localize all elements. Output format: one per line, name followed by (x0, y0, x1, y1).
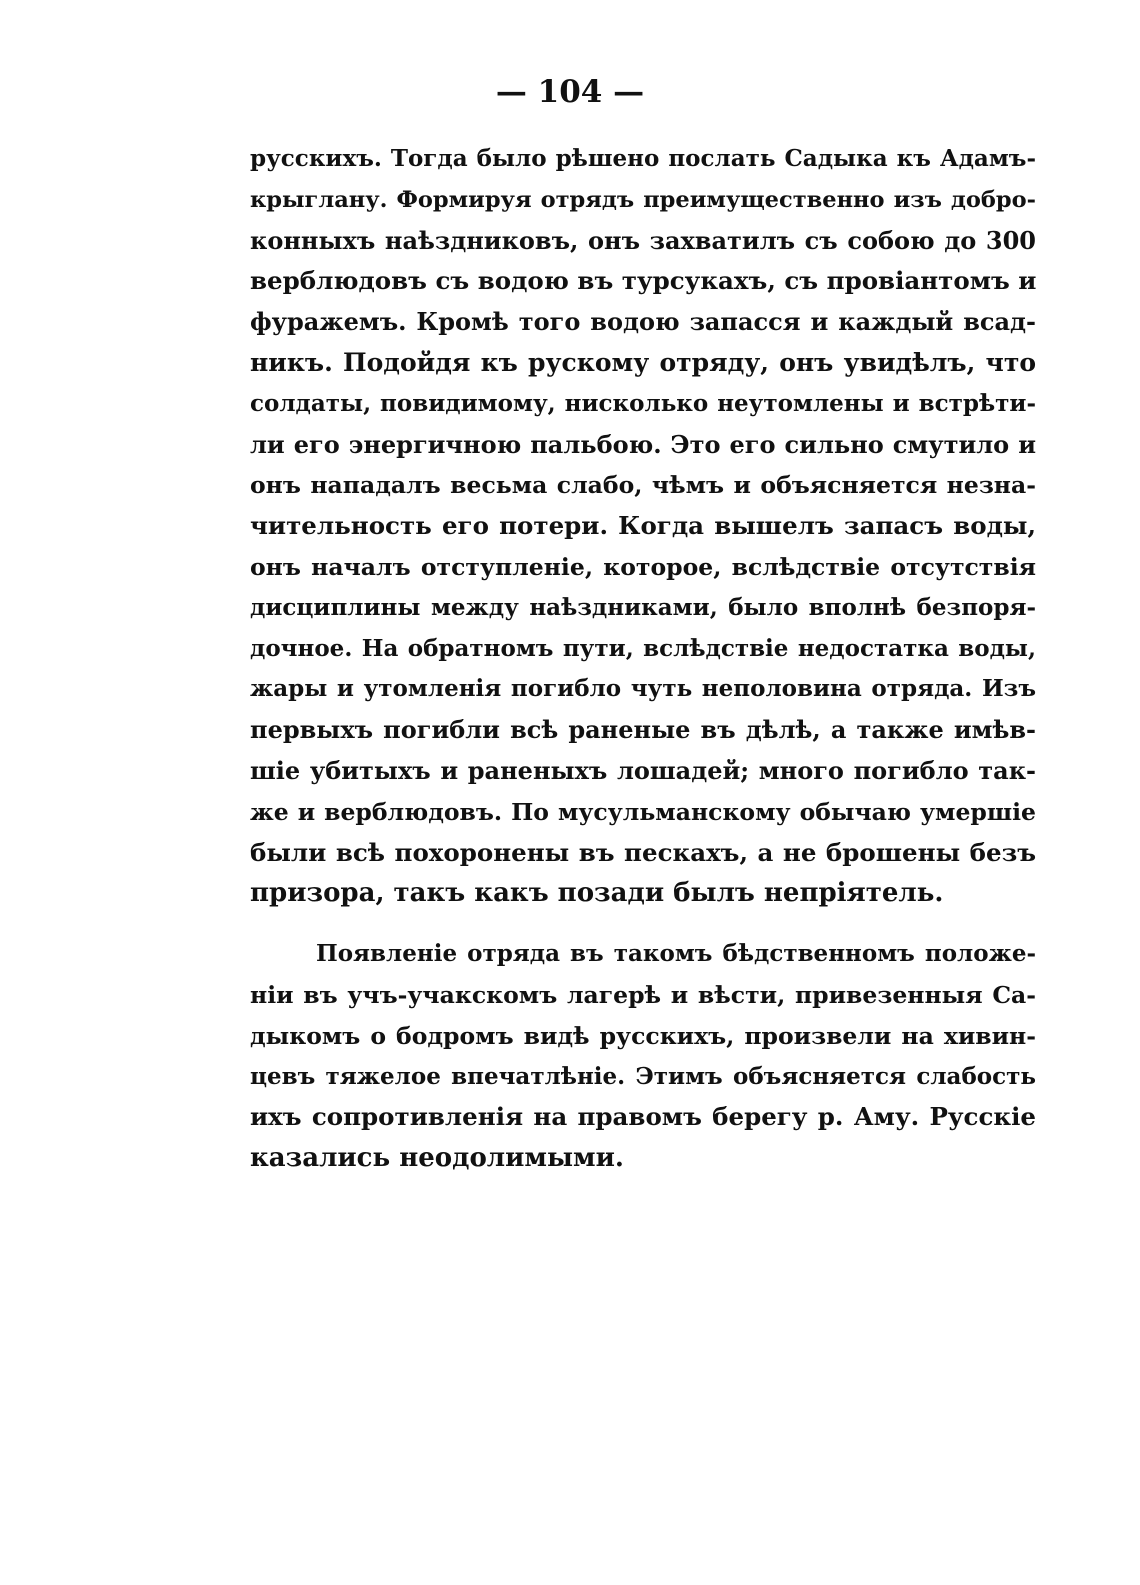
text-line: чительность его потери. Когда вышелъ запасъ воды, (250, 511, 1036, 541)
text-line: первыхъ погибли всѣ раненые въ дѣлѣ, а также имѣв- (250, 715, 1036, 745)
text-line: были всѣ похоронены въ пескахъ, а не брошены безъ (250, 837, 1036, 867)
text-line: солдаты, повидимому, нисколько неутомлены и встрѣти- (250, 389, 1036, 417)
text-line: онъ нападалъ весьма слабо, чѣмъ и объясняется незна- (250, 471, 1036, 500)
text-line: призора, такъ какъ позади былъ непріятель. (250, 878, 944, 909)
text-line: конныхъ наѣздниковъ, онъ захватилъ съ собою до 300 (250, 225, 1036, 255)
paragraph-1 (250, 139, 1036, 914)
text-line: дочное. На обратномъ пути, вслѣдствіе недостатка воды, (250, 634, 1036, 662)
text-line: крыглану. Формируя отрядъ преимущественно изъ добро- (250, 186, 1036, 213)
text-line: ихъ сопротивленія на правомъ берегу р. Аму. Русскіе (250, 1102, 1036, 1132)
text-line: ли его энергичною пальбою. Это его сильно смутило и (250, 429, 1036, 459)
text-line: дисциплины между наѣздниками, было вполнѣ безпоря- (250, 593, 1036, 621)
paragraph-2 (250, 934, 1036, 1179)
text-line: Появленіе отряда въ такомъ бѣдственномъ положе- (316, 940, 1036, 968)
text-line: онъ началъ отступленіе, которое, вслѣдствіе отсутствія (250, 552, 1036, 581)
text-line: шіе убитыхъ и раненыхъ лошадей; много погибло так- (250, 755, 1036, 785)
text-line: жары и утомленія погибло чуть неполовина отряда. Изъ (250, 675, 1036, 703)
text-line: фуражемъ. Кромѣ того водою запасся и каждый всад- (250, 307, 1036, 337)
page-number: — 104 — (495, 74, 645, 110)
body-text (250, 139, 1036, 1179)
text-line: никъ. Подойдя къ рускому отряду, онъ увидѣлъ, что (250, 347, 1036, 377)
text-line: дыкомъ о бодромъ видѣ русскихъ, произвели на хивин- (250, 1021, 1036, 1050)
text-line: казались неодолимыми. (250, 1143, 624, 1174)
text-line: же и верблюдовъ. По мусульманскому обычаю умершіе (250, 797, 1036, 826)
text-line: русскихъ. Тогда было рѣшено послать Садыка къ Адамъ- (250, 145, 1036, 172)
text-line: цевъ тяжелое впечатлѣніе. Этимъ объясняется слабость (250, 1062, 1036, 1090)
text-line: верблюдовъ съ водою въ турсукахъ, съ провіантомъ и (250, 266, 1037, 296)
text-line: ніи въ учъ-учакскомъ лагерѣ и вѣсти, привезенныя Са- (250, 980, 1036, 1009)
